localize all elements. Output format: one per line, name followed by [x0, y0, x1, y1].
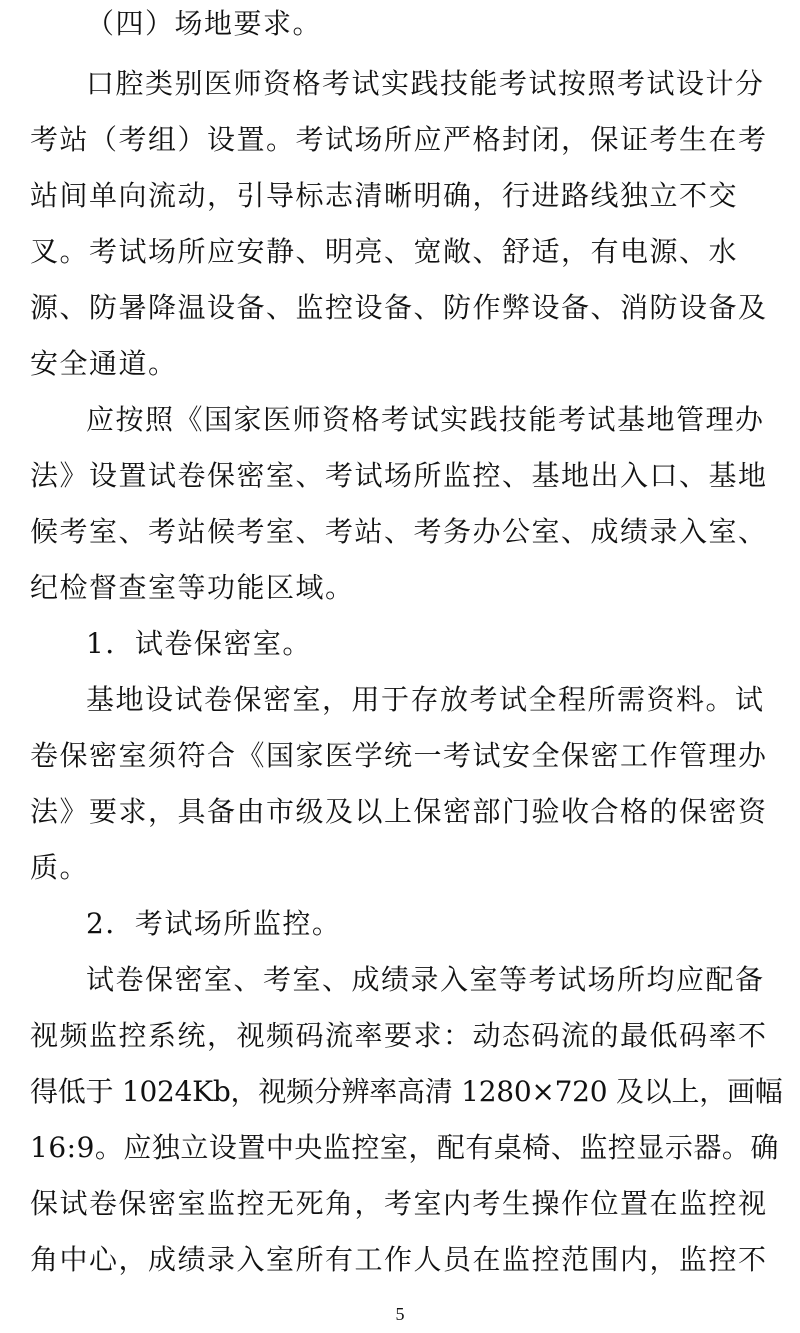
paragraph-line: 角中心，成绩录入室所有工作人员在监控范围内，监控不	[30, 1243, 768, 1276]
subsection-heading: 2．考试场所监控。	[86, 907, 342, 940]
paragraph-line: 16:9。应独立设置中央监控室，配有桌椅、监控显示器。确	[30, 1131, 779, 1164]
paragraph-line: 得低于 1024Kb，视频分辨率高清 1280×720 及以上，画幅	[30, 1075, 783, 1108]
paragraph-line: 法》设置试卷保密室、考试场所监控、基地出入口、基地	[30, 459, 768, 492]
subsection-heading: 1．试卷保密室。	[86, 627, 312, 660]
section-heading: （四）场地要求。	[86, 7, 323, 40]
paragraph-line: 基地设试卷保密室，用于存放考试全程所需资料。试	[86, 683, 765, 716]
paragraph-line: 保试卷保密室监控无死角，考室内考生操作位置在监控视	[30, 1187, 768, 1220]
paragraph-line: 应按照《国家医师资格考试实践技能考试基地管理办	[86, 403, 765, 436]
paragraph-line: 站间单向流动，引导标志清晰明确，行进路线独立不交	[30, 179, 739, 212]
paragraph-line: 口腔类别医师资格考试实践技能考试按照考试设计分	[86, 67, 765, 100]
paragraph-line: 质。	[30, 851, 90, 884]
paragraph-line: 考站（考组）设置。考试场所应严格封闭，保证考生在考	[30, 123, 768, 156]
paragraph-line: 候考室、考站候考室、考站、考务办公室、成绩录入室、	[30, 515, 768, 548]
paragraph-line: 源、防暑降温设备、监控设备、防作弊设备、消防设备及	[30, 291, 768, 324]
paragraph-line: 安全通道。	[30, 347, 178, 380]
paragraph-line: 纪检督查室等功能区域。	[30, 571, 355, 604]
paragraph-line: 卷保密室须符合《国家医学统一考试安全保密工作管理办	[30, 739, 768, 772]
paragraph-line: 法》要求，具备由市级及以上保密部门验收合格的保密资	[30, 795, 768, 828]
paragraph-line: 试卷保密室、考室、成绩录入室等考试场所均应配备	[86, 963, 765, 996]
paragraph-line: 视频监控系统，视频码流率要求：动态码流的最低码率不	[30, 1019, 768, 1052]
paragraph-line: 叉。考试场所应安静、明亮、宽敞、舒适，有电源、水	[30, 235, 739, 268]
page-number: 5	[395, 1304, 405, 1324]
